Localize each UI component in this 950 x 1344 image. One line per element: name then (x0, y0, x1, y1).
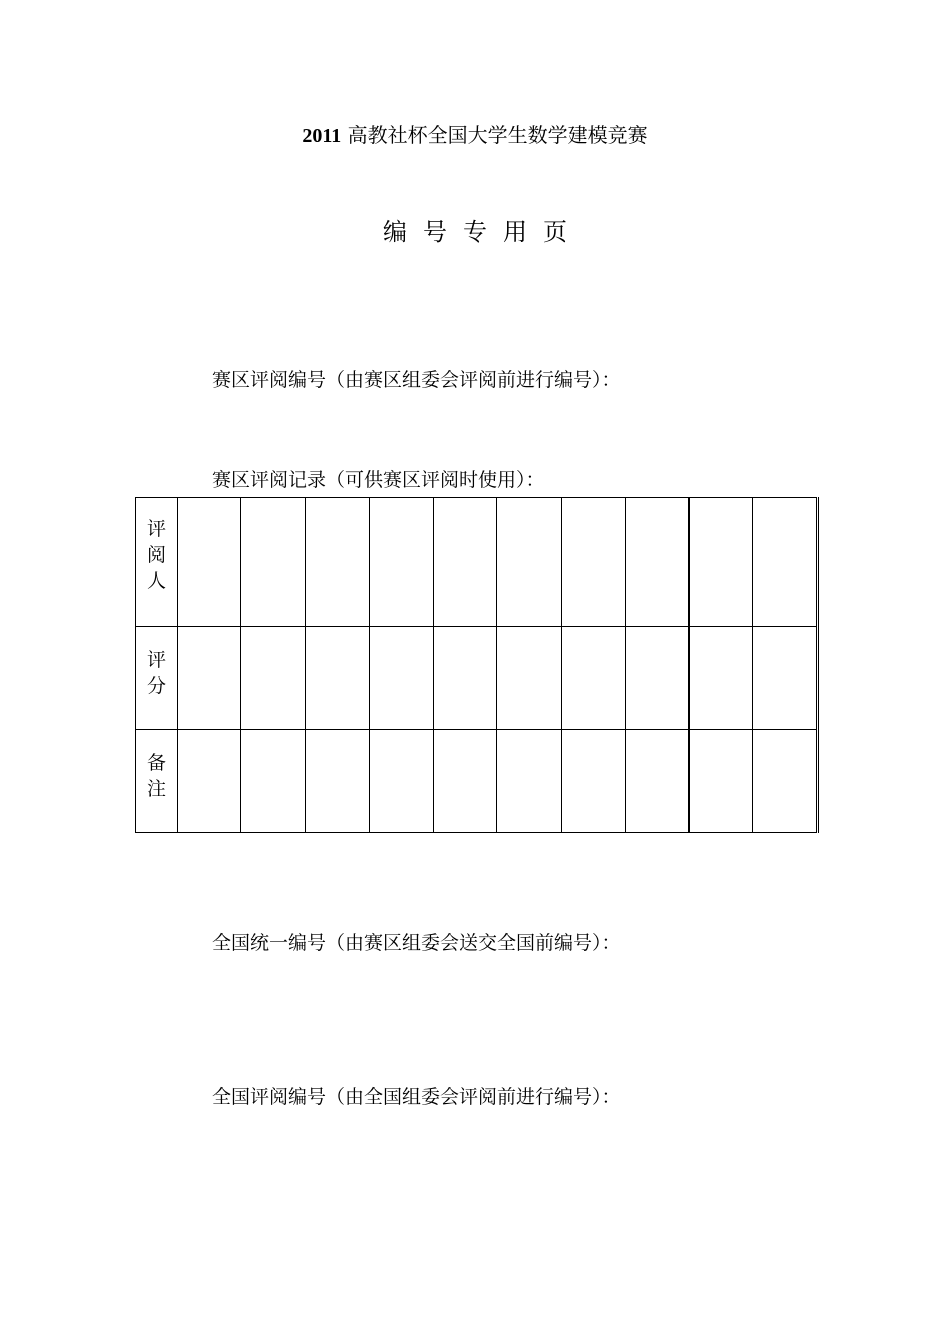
row-header-notes: 备注 (136, 730, 178, 833)
row-header-score: 评分 (136, 627, 178, 730)
reviewer-cell[interactable] (370, 498, 434, 627)
score-cell[interactable] (497, 627, 562, 730)
notes-cell[interactable] (306, 730, 370, 833)
national-unified-number-label: 全国统一编号（由赛区组委会送交全国前编号）： (212, 932, 621, 954)
page-title (0, 121, 950, 150)
score-cell[interactable] (434, 627, 497, 730)
score-cell[interactable] (370, 627, 434, 730)
reviewer-cell[interactable] (434, 498, 497, 627)
notes-cell[interactable] (689, 730, 753, 833)
reviewer-cell[interactable] (753, 498, 818, 627)
reviewer-cell[interactable] (626, 498, 689, 627)
score-cell[interactable] (178, 627, 241, 730)
reviewer-cell[interactable] (306, 498, 370, 627)
notes-cell[interactable] (370, 730, 434, 833)
page-subtitle: 编号专用页 (383, 218, 583, 246)
table-row-reviewer (136, 498, 818, 627)
notes-cell[interactable] (626, 730, 689, 833)
notes-cell[interactable] (562, 730, 626, 833)
notes-cell[interactable] (241, 730, 306, 833)
row-header-reviewer: 评阅人 (136, 498, 178, 627)
notes-cell[interactable] (178, 730, 241, 833)
national-review-number-label: 全国评阅编号（由全国组委会评阅前进行编号）： (212, 1086, 621, 1108)
notes-cell[interactable] (497, 730, 562, 833)
reviewer-cell[interactable] (241, 498, 306, 627)
score-cell[interactable] (241, 627, 306, 730)
notes-cell[interactable] (753, 730, 818, 833)
score-cell[interactable] (626, 627, 689, 730)
table-row-score (136, 627, 818, 730)
reviewer-cell[interactable] (178, 498, 241, 627)
title-text: 高教社杯全国大学生数学建模竞赛 (347, 123, 648, 147)
score-cell[interactable] (562, 627, 626, 730)
review-record-table (135, 497, 819, 833)
notes-cell[interactable] (434, 730, 497, 833)
regional-review-number-label: 赛区评阅编号（由赛区组委会评阅前进行编号）： (212, 369, 621, 391)
table-row-notes (136, 730, 818, 833)
title-year: 2011 (302, 125, 342, 147)
reviewer-cell[interactable] (497, 498, 562, 627)
reviewer-cell[interactable] (562, 498, 626, 627)
score-cell[interactable] (689, 627, 753, 730)
regional-review-record-label: 赛区评阅记录（可供赛区评阅时使用）： (212, 469, 545, 491)
reviewer-cell[interactable] (689, 498, 753, 627)
score-cell[interactable] (306, 627, 370, 730)
score-cell[interactable] (753, 627, 818, 730)
